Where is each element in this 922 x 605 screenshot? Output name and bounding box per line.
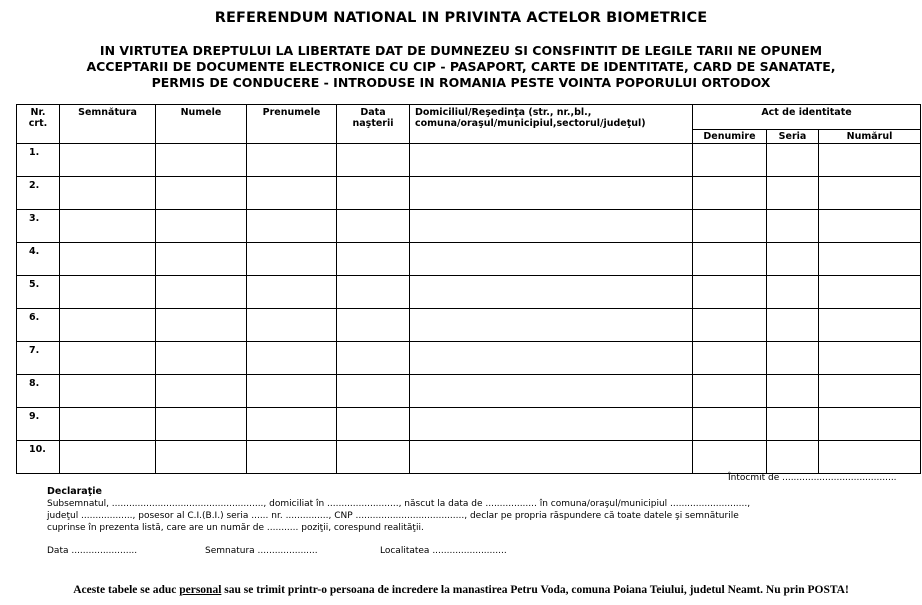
cell-semnatura[interactable] — [60, 210, 156, 243]
header-act-identitate: Act de identitate — [693, 105, 921, 130]
cell-seria[interactable] — [767, 309, 819, 342]
cell-seria[interactable] — [767, 144, 819, 177]
footer-underlined-word: personal — [179, 584, 222, 596]
intocmit-de-field[interactable]: Întocmit de ........................................ — [728, 473, 897, 483]
cell-numele[interactable] — [156, 375, 247, 408]
table-row — [17, 210, 921, 243]
declaratie-block — [47, 486, 907, 534]
header-data-label: Data — [360, 107, 386, 118]
cell-numele[interactable] — [156, 210, 247, 243]
cell-data-nasterii[interactable] — [337, 309, 410, 342]
cell-seria[interactable] — [767, 276, 819, 309]
cell-seria[interactable] — [767, 375, 819, 408]
cell-numele[interactable] — [156, 441, 247, 474]
cell-seria[interactable] — [767, 441, 819, 474]
cell-domiciliu[interactable] — [410, 210, 693, 243]
cell-numarul[interactable] — [819, 243, 921, 276]
cell-domiciliu[interactable] — [410, 342, 693, 375]
declaratie-line: Subsemnatul, ....................................................., domiciliat în ........................., născut la data de .................. în comuna/oraşul/municipiul ..........................., — [47, 499, 751, 509]
cell-prenumele[interactable] — [247, 342, 337, 375]
header-domiciliu-line1: Domiciliul/Reşedinţa (str., nr.,bl., — [415, 107, 592, 118]
table-row — [17, 144, 921, 177]
cell-denumire[interactable] — [693, 441, 767, 474]
semnatura-field[interactable]: Semnatura ..................... — [205, 546, 318, 556]
declaratie-line: judeţul .................., posesor al C.I.(B.I.) seria ...... nr. ..............., CNP ......................................, declar pe propria răspundere că toate datele şi semnăturile — [47, 511, 739, 521]
cell-data-nasterii[interactable] — [337, 210, 410, 243]
row-number: 5. — [17, 276, 60, 309]
cell-semnatura[interactable] — [60, 177, 156, 210]
cell-seria[interactable] — [767, 342, 819, 375]
header-crt-label: crt. — [28, 118, 48, 129]
row-number: 6. — [17, 309, 60, 342]
subtitle — [20, 43, 902, 91]
header-denumire: Denumire — [693, 130, 767, 144]
cell-numele[interactable] — [156, 243, 247, 276]
table-row — [17, 309, 921, 342]
cell-prenumele[interactable] — [247, 441, 337, 474]
cell-denumire[interactable] — [693, 375, 767, 408]
page-title: REFERENDUM NATIONAL IN PRIVINTA ACTELOR BIOMETRICE — [214, 10, 708, 26]
table-row — [17, 177, 921, 210]
header-data-nasterii — [337, 105, 410, 144]
subtitle-line: PERMIS DE CONDUCERE - INTRODUSE IN ROMANIA PESTE VOINTA POPORULUI ORTODOX — [151, 75, 771, 90]
cell-seria[interactable] — [767, 210, 819, 243]
cell-prenumele[interactable] — [247, 243, 337, 276]
subtitle-line: ACCEPTARII DE DOCUMENTE ELECTRONICE CU CIP - PASAPORT, CARTE DE IDENTITATE, CARD DE SANATATE, — [86, 59, 836, 74]
cell-numele[interactable] — [156, 177, 247, 210]
cell-domiciliu[interactable] — [410, 144, 693, 177]
data-field[interactable]: Data ....................... — [47, 546, 138, 556]
cell-denumire[interactable] — [693, 276, 767, 309]
cell-domiciliu[interactable] — [410, 276, 693, 309]
table-row — [17, 342, 921, 375]
cell-data-nasterii[interactable] — [337, 144, 410, 177]
cell-prenumele[interactable] — [247, 177, 337, 210]
cell-prenumele[interactable] — [247, 276, 337, 309]
row-number: 10. — [17, 441, 60, 474]
cell-data-nasterii[interactable] — [337, 375, 410, 408]
cell-numele[interactable] — [156, 144, 247, 177]
row-number: 8. — [17, 375, 60, 408]
header-row — [17, 105, 921, 130]
cell-data-nasterii[interactable] — [337, 441, 410, 474]
cell-semnatura[interactable] — [60, 309, 156, 342]
cell-numarul[interactable] — [819, 210, 921, 243]
cell-denumire[interactable] — [693, 243, 767, 276]
footer-text-after: sau se trimit printr-o persoana de incredere la manastirea Petru Voda, comuna Poiana Teiului, judetul Neamt. Nu prin POSTA! — [221, 584, 849, 596]
row-number: 9. — [17, 408, 60, 441]
cell-semnatura[interactable] — [60, 144, 156, 177]
cell-semnatura[interactable] — [60, 342, 156, 375]
header-nr-crt — [17, 105, 60, 144]
cell-data-nasterii[interactable] — [337, 342, 410, 375]
cell-domiciliu[interactable] — [410, 243, 693, 276]
cell-semnatura[interactable] — [60, 408, 156, 441]
cell-data-nasterii[interactable] — [337, 243, 410, 276]
row-number: 3. — [17, 210, 60, 243]
cell-numele[interactable] — [156, 309, 247, 342]
cell-prenumele[interactable] — [247, 144, 337, 177]
row-number: 4. — [17, 243, 60, 276]
cell-prenumele[interactable] — [247, 309, 337, 342]
subtitle-line: IN VIRTUTEA DREPTULUI LA LIBERTATE DAT DE DUMNEZEU SI CONSFINTIT DE LEGILE TARII NE OPUNEM — [99, 43, 823, 58]
header-nr-label: Nr. — [30, 107, 46, 118]
cell-numarul[interactable] — [819, 309, 921, 342]
cell-prenumele[interactable] — [247, 408, 337, 441]
cell-denumire[interactable] — [693, 408, 767, 441]
cell-numarul[interactable] — [819, 408, 921, 441]
cell-seria[interactable] — [767, 177, 819, 210]
declaratie-heading: Declaraţie — [47, 486, 102, 497]
cell-domiciliu[interactable] — [410, 309, 693, 342]
localitatea-field[interactable]: Localitatea .......................... — [380, 546, 507, 556]
footer-text-before: Aceste tabele se aduc — [73, 584, 180, 596]
cell-denumire[interactable] — [693, 144, 767, 177]
header-semnatura: Semnătura — [60, 105, 156, 144]
cell-denumire[interactable] — [693, 342, 767, 375]
row-number: 1. — [17, 144, 60, 177]
cell-semnatura[interactable] — [60, 441, 156, 474]
cell-domiciliu[interactable] — [410, 177, 693, 210]
cell-domiciliu[interactable] — [410, 375, 693, 408]
row-number: 2. — [17, 177, 60, 210]
cell-domiciliu[interactable] — [410, 408, 693, 441]
table-row — [17, 441, 921, 474]
header-numele: Numele — [156, 105, 247, 144]
cell-numarul[interactable] — [819, 375, 921, 408]
cell-numele[interactable] — [156, 408, 247, 441]
cell-data-nasterii[interactable] — [337, 177, 410, 210]
cell-denumire[interactable] — [693, 210, 767, 243]
cell-numarul[interactable] — [819, 276, 921, 309]
header-domiciliu-line2: comuna/oraşul/municipiul,sectorul/judeţul) — [415, 118, 646, 129]
cell-data-nasterii[interactable] — [337, 408, 410, 441]
header-domiciliu — [410, 105, 693, 144]
cell-domiciliu[interactable] — [410, 441, 693, 474]
cell-denumire[interactable] — [693, 177, 767, 210]
table-row — [17, 408, 921, 441]
header-nasterii-label: naşterii — [352, 118, 394, 129]
table-row — [17, 375, 921, 408]
row-number: 7. — [17, 342, 60, 375]
cell-numarul[interactable] — [819, 342, 921, 375]
table-row — [17, 276, 921, 309]
declaratie-line: cuprinse în prezenta listă, care are un număr de ........... poziţii, corespund realităţii. — [47, 523, 424, 533]
cell-seria[interactable] — [767, 408, 819, 441]
header-seria: Seria — [767, 130, 819, 144]
cell-semnatura[interactable] — [60, 375, 156, 408]
cell-numarul[interactable] — [819, 144, 921, 177]
cell-data-nasterii[interactable] — [337, 276, 410, 309]
cell-prenumele[interactable] — [247, 210, 337, 243]
cell-semnatura[interactable] — [60, 243, 156, 276]
signatures-table — [16, 104, 921, 474]
header-numarul: Numărul — [819, 130, 921, 144]
cell-denumire[interactable] — [693, 309, 767, 342]
cell-prenumele[interactable] — [247, 375, 337, 408]
header-prenumele: Prenumele — [247, 105, 337, 144]
cell-seria[interactable] — [767, 243, 819, 276]
cell-numarul[interactable] — [819, 177, 921, 210]
cell-semnatura[interactable] — [60, 276, 156, 309]
cell-numarul[interactable] — [819, 441, 921, 474]
table-row — [17, 243, 921, 276]
cell-numele[interactable] — [156, 276, 247, 309]
footer-note — [0, 584, 922, 596]
cell-numele[interactable] — [156, 342, 247, 375]
